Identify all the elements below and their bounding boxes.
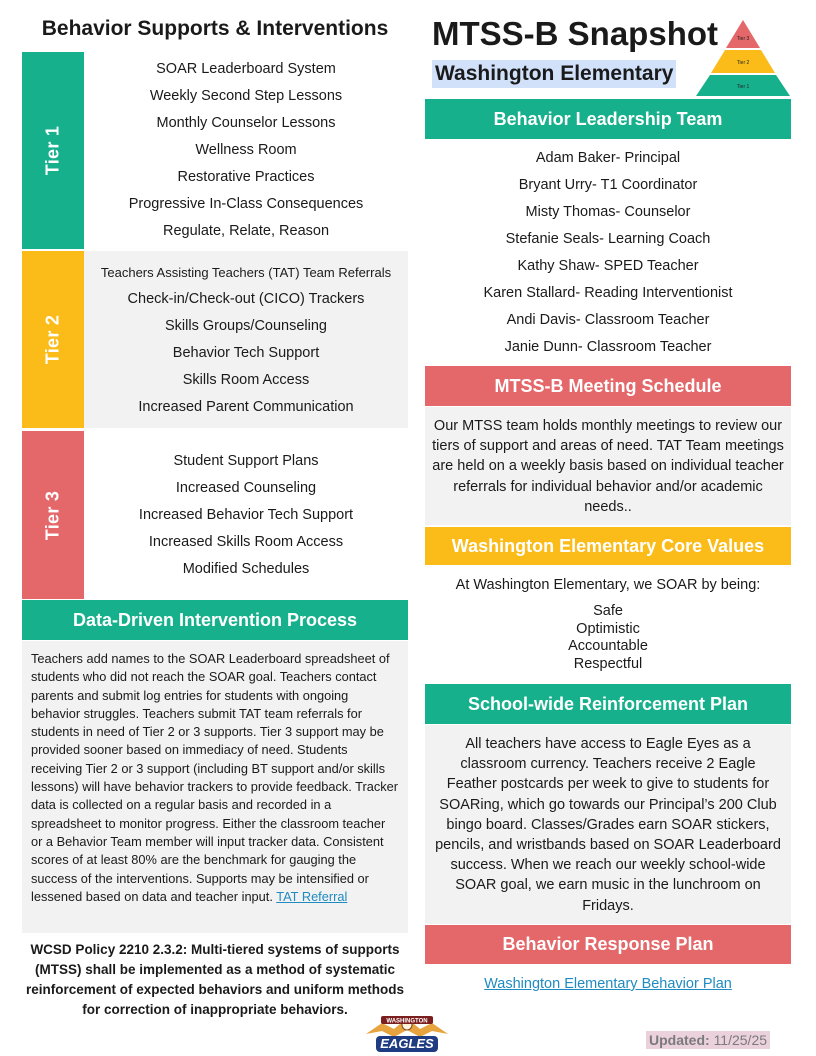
leadership-heading: Behavior Leadership Team xyxy=(425,99,791,139)
pyramid-tier-1-label: Tier 1 xyxy=(736,84,750,90)
core-value: Safe xyxy=(593,603,623,619)
pyramid-tier-2-label: Tier 2 xyxy=(736,60,750,66)
core-values-list xyxy=(425,603,791,673)
tier-3-item: Increased Behavior Tech Support xyxy=(138,506,354,523)
core-value: Accountable xyxy=(568,638,648,654)
data-driven-box xyxy=(22,641,408,933)
data-driven-heading: Data-Driven Intervention Process xyxy=(22,600,408,640)
tier-1-item: Progressive In-Class Consequences xyxy=(128,196,364,212)
leadership-list xyxy=(425,145,791,361)
tier-1-label: Tier 1 xyxy=(22,52,84,249)
reinforcement-text: All teachers have access to Eagle Eyes as a classroom currency. Teachers receive 2 Eagle Feather postcards per week to give to students for SOARing, which go towards our Principal’s 200 Club bingo board. Classes/Grades earn SOAR stickers, pencils, and wristbands based on SOAR Leaderboard success. When we reach our weekly school-wide SOAR goal, we earn music in the lunchroom on Fridays. xyxy=(425,725,791,924)
tier-3-list xyxy=(84,431,408,599)
leadership-member: Bryant Urry- T1 Coordinator xyxy=(518,177,698,193)
tier-2-item: Check-in/Check-out (CICO) Trackers xyxy=(127,290,365,307)
reinforcement-heading: School-wide Reinforcement Plan xyxy=(425,684,791,724)
school-name: Washington Elementary xyxy=(432,60,676,88)
core-value: Respectful xyxy=(573,655,643,672)
core-values-intro: At Washington Elementary, we SOAR by being: xyxy=(455,577,761,593)
tier-1-item: Weekly Second Step Lessons xyxy=(149,88,343,104)
tier-2-list xyxy=(84,251,408,428)
tier-3-label: Tier 3 xyxy=(22,431,84,599)
tier-2-item: Behavior Tech Support xyxy=(172,344,320,361)
supports-title: Behavior Supports & Interventions xyxy=(41,17,389,40)
updated-label: Updated: xyxy=(649,1032,710,1048)
leadership-member: Andi Davis- Classroom Teacher xyxy=(506,312,710,328)
tier-2-item: Increased Parent Communication xyxy=(138,398,354,415)
behavior-plan-link[interactable]: Washington Elementary Behavior Plan xyxy=(484,976,732,992)
tier-3-item: Modified Schedules xyxy=(182,560,310,577)
logo-main-text: EAGLES xyxy=(380,1036,434,1051)
logo-top-text: WASHINGTON xyxy=(386,1018,428,1025)
tier-3-item: Increased Counseling xyxy=(175,479,317,496)
response-heading: Behavior Response Plan xyxy=(425,925,791,964)
meeting-heading: MTSS-B Meeting Schedule xyxy=(425,366,791,406)
tier-1-item: Wellness Room xyxy=(195,142,297,158)
leadership-member: Stefanie Seals- Learning Coach xyxy=(505,231,711,247)
tier-2-item: Skills Room Access xyxy=(182,371,310,388)
updated-date: 11/25/25 xyxy=(713,1032,768,1048)
leadership-member: Misty Thomas- Counselor xyxy=(525,204,691,220)
tier-2-item: Skills Groups/Counseling xyxy=(165,317,327,334)
tat-referral-link[interactable]: TAT Referral xyxy=(276,888,348,904)
response-link-wrap xyxy=(425,975,791,993)
tier-2-label: Tier 2 xyxy=(22,251,84,428)
tier-1-item: Restorative Practices xyxy=(177,169,315,185)
policy-statement: WCSD Policy 2210 2.3.2: Multi-tiered systems of supports (MTSS) shall be implemented as a method of systematic reinforcement of expected behaviors and uniform methods for correction of inappropriate behaviors. xyxy=(25,942,405,1017)
data-driven-text: Teachers add names to the SOAR Leaderboard spreadsheet of students who did not reach the SOAR goal. Teachers contact parents and submit log entries for students with ongoing behavior struggles. Teachers submit TAT team referrals for students in need of Tier 2 or 3 supports. Tier 3 support may be provided sooner based on immediacy of need. Students receiving Tier 2 or 3 support (including BT support and/or skills lessons) will have behavior trackers to provide feedback. Tracker data is collected on a regular basis and recorded in a spreadsheet to monitor progress. Either the classroom teacher or a Behavior Team member will input tracker data. Consistent scores of at least 80% are the benchmark for gauging the success of the interventions. Supports may be intensified or lessened based on data and teacher input. TAT Referral xyxy=(31,651,399,904)
leadership-member: Janie Dunn- Classroom Teacher xyxy=(504,339,712,355)
tier-2-item: Teachers Assisting Teachers (TAT) Team Referrals xyxy=(100,264,392,280)
core-value: Optimistic xyxy=(576,620,640,637)
leadership-member: Karen Stallard- Reading Interventionist xyxy=(483,285,733,301)
tier-1-item: SOAR Leaderboard System xyxy=(156,61,336,77)
tier-3-item: Student Support Plans xyxy=(173,452,319,469)
tier-1-item: Regulate, Relate, Reason xyxy=(162,223,330,239)
eagles-logo xyxy=(364,1014,450,1054)
page-title: MTSS-B Snapshot xyxy=(432,15,718,52)
leadership-member: Kathy Shaw- SPED Teacher xyxy=(517,258,699,274)
updated-stamp xyxy=(646,1031,770,1049)
tier-1-item: Monthly Counselor Lessons xyxy=(156,115,336,131)
pyramid-tier-3 xyxy=(726,20,760,48)
tier-1-list xyxy=(84,52,408,249)
core-values-heading: Washington Elementary Core Values xyxy=(425,527,791,565)
meeting-text: Our MTSS team holds monthly meetings to review our tiers of support and areas of need. TAT Team meetings are held on a weekly basis based on individual teacher referrals for individual behavior and/or academic needs.. xyxy=(425,407,791,525)
tier-3-item: Increased Skills Room Access xyxy=(148,533,344,550)
mtss-pyramid-icon xyxy=(694,18,792,98)
leadership-member: Adam Baker- Principal xyxy=(535,150,681,166)
pyramid-tier-3-label: Tier 3 xyxy=(736,36,750,42)
